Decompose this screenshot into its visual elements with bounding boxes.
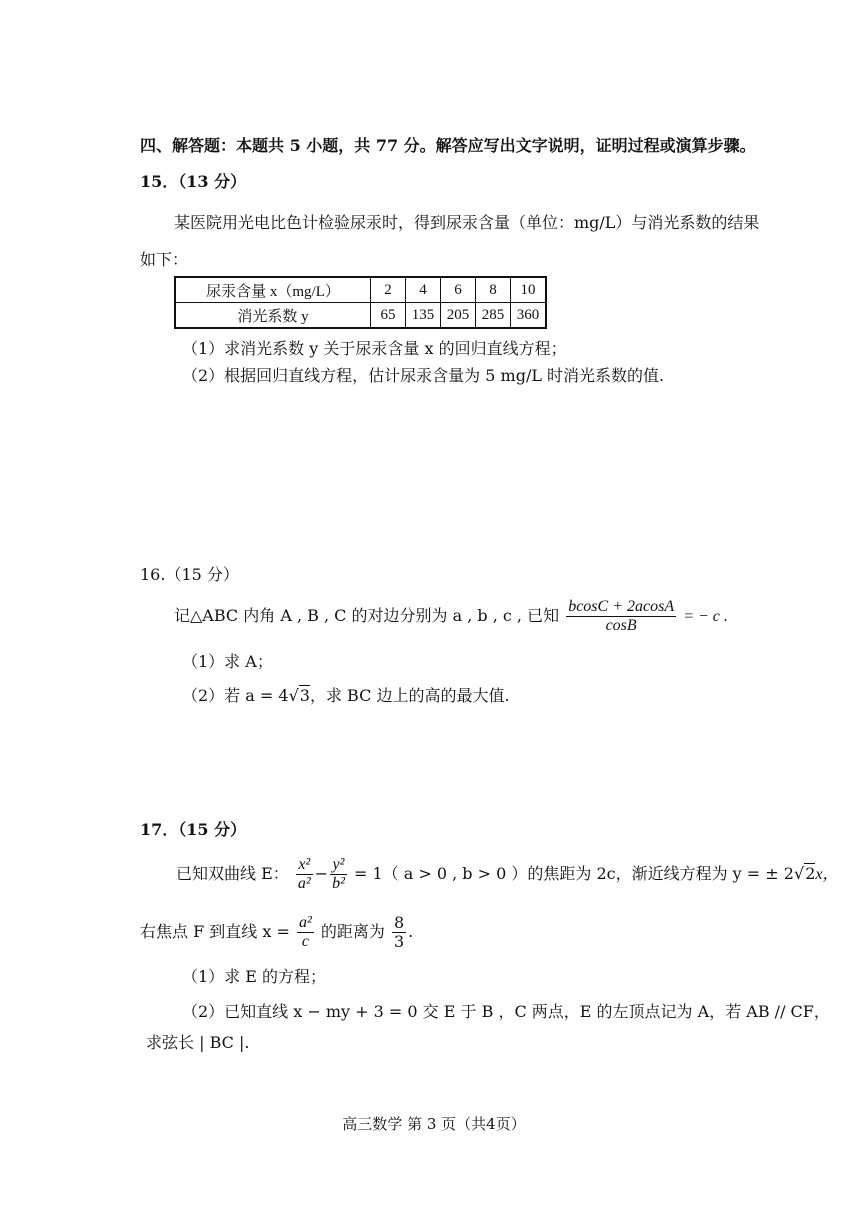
q16-stem-pre: 记△ABC 内角 A , B , C 的对边分别为 a , b , c , 已知 [174,606,560,625]
q16-part1: （1）求 A； [182,652,273,671]
frac-num: x² [296,856,313,875]
q15-stem-line2: 如下： [140,250,189,269]
table-row-label-x: 尿汞含量 x（mg/L） [175,277,371,303]
frac-num: y² [330,856,347,875]
q16-number: 16.（15 分） [140,565,239,584]
q17-part2-cont: 求弦长 | BC |. [146,1033,250,1052]
table-row-label-y: 消光系数 y [175,303,371,329]
q16-frac-num: bcosC + 2acosA [568,598,675,615]
q17-line1-pre: 已知双曲线 E： [176,864,289,883]
table-row [175,277,546,303]
table-cell: 4 [406,277,441,303]
q17-line2 [140,910,413,954]
q17-minus: − [314,864,329,883]
frac-num: a² [298,914,312,931]
table-cell: 205 [441,303,476,329]
table-cell: 285 [476,303,511,329]
q17-line1-post: = 1（ a > 0 , b > 0 ）的焦距为 2c，渐近线方程为 y = ± 2 [353,864,794,883]
q17-frac-8-3 [392,914,406,951]
q17-line1-sqrt: 2 [805,864,816,883]
q16-part2-post: ，求 BC 边上的高的最大值. [309,686,510,705]
q16-stem-post: = − c . [683,608,728,625]
q17-frac-a2c [297,914,314,951]
q15-data-table [174,276,547,329]
table-cell: 8 [476,277,511,303]
q17-number: 17．（15 分） [140,820,247,839]
q17-line1 [176,852,838,897]
table-cell: 2 [371,277,406,303]
frac-den: 3 [393,932,405,951]
q15-stem-line1: 某医院用光电比色计检验尿汞时，得到尿汞含量（单位：mg/L）与消光系数的结果 [174,213,760,232]
frac-den: c [301,933,309,950]
table-cell: 10 [511,277,547,303]
q16-part2-sqrt: 3 [299,686,310,705]
q15-number: 15．（13 分） [140,172,247,191]
table-row [175,303,546,329]
q17-line2-pre: 右焦点 F 到直线 x = [140,922,290,941]
q17-part2: （2）已知直线 x − my + 3 = 0 交 E 于 B ，C 两点，E 的左顶点记为 A，若 AB // CF， [182,1002,830,1021]
sqrt-icon: √ [793,864,805,883]
q16-frac-den: cosB [605,617,637,634]
frac-den: a² [297,875,311,892]
q17-frac-x [296,856,313,893]
frac-num: 8 [393,913,405,932]
q16-stem [174,596,728,637]
q16-part2 [182,684,510,708]
table-cell: 6 [441,277,476,303]
q17-frac-y [330,856,347,893]
q17-line2-mid: 的距离为 [320,922,385,941]
q15-part1: （1）求消光系数 y 关于尿汞含量 x 的回归直线方程； [182,339,567,358]
q17-line2-end: . [408,922,414,941]
q17-line1-end: x， [815,866,839,883]
section-header: 四、解答题：本题共 5 小题，共 77 分。解答应写出文字说明，证明过程或演算步骤。 [140,136,756,155]
page-footer: 高三数学 第 3 页（共4页） [342,1115,526,1133]
q16-part2-pre: （2）若 a = 4 [182,686,289,705]
q17-part1: （1）求 E 的方程； [182,967,327,986]
table-cell: 65 [371,303,406,329]
q15-part2: （2）根据回归直线方程，估计尿汞含量为 5 mg/L 时消光系数的值. [182,366,665,385]
frac-den: b² [332,875,345,892]
table-cell: 360 [511,303,547,329]
sqrt-icon: √ [288,686,299,705]
q16-fraction [566,598,676,635]
table-cell: 135 [406,303,441,329]
